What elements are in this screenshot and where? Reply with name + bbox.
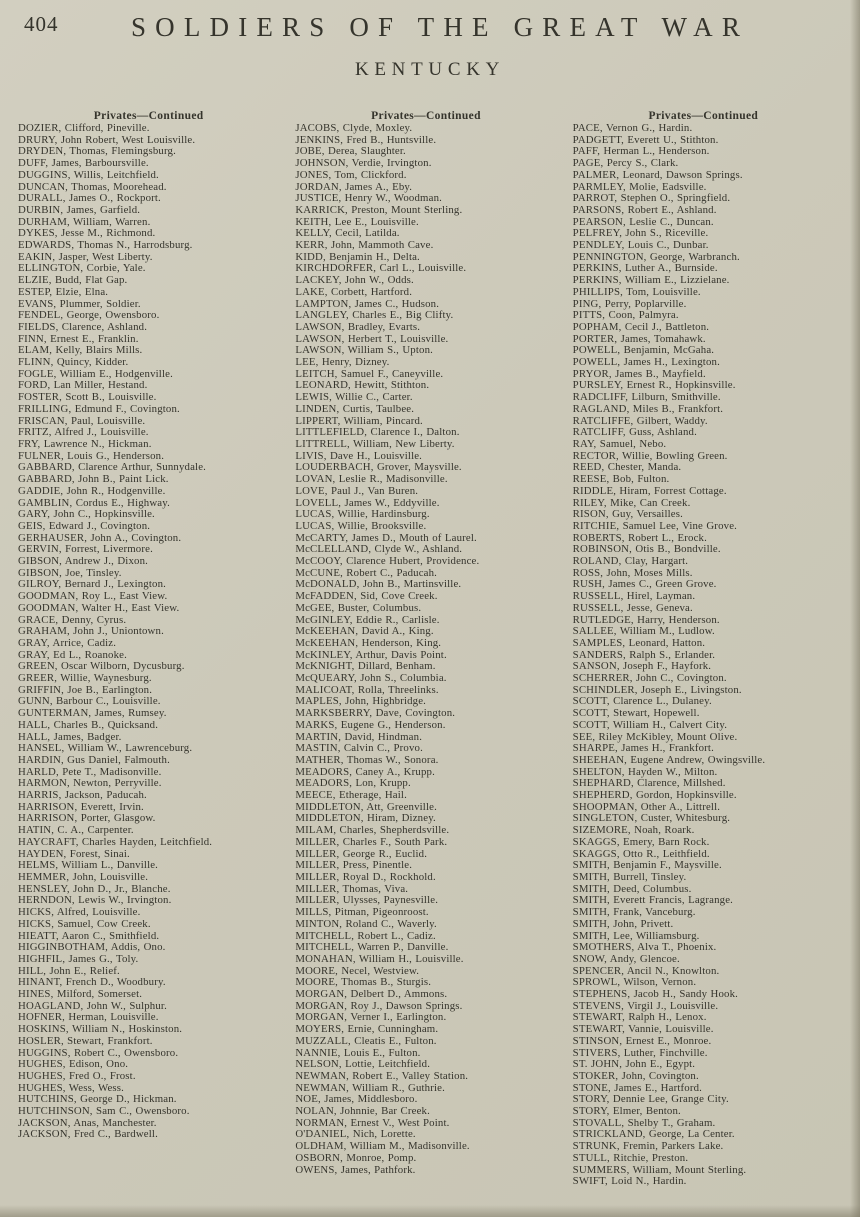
- roster-entry: GRAY, Arrice, Cadiz.: [18, 636, 117, 649]
- roster-entry: PHILLIPS, Tom, Louisville.: [572, 285, 701, 298]
- roster-entry: LAKE, Corbett, Hartford.: [295, 285, 413, 298]
- roster-entry: MORGAN, Delbert D., Ammons.: [295, 988, 448, 1001]
- roster-entry: GERHAUSER, John A., Covington.: [18, 531, 182, 544]
- roster-entry: ELLINGTON, Corbie, Yale.: [18, 262, 146, 275]
- roster-entry: RATCLIFFE, Gilbert, Waddy.: [572, 414, 708, 427]
- roster-entry: HALL, Charles B., Quicksand.: [18, 718, 159, 731]
- roster-entry: LEITCH, Samuel F., Caneyville.: [295, 367, 444, 380]
- roster-entry: MILLER, Thomas, Viva.: [295, 882, 409, 895]
- roster-entry: HUGHES, Edison, Ono.: [18, 1058, 129, 1071]
- roster-entry: McCOOY, Clarence Hubert, Providence.: [295, 555, 480, 568]
- roster-entry: HUTCHINS, George D., Hickman.: [18, 1093, 177, 1106]
- roster-entry: STEWART, Vannie, Louisville.: [572, 1023, 714, 1036]
- roster-entry: STRUNK, Fremin, Parkers Lake.: [572, 1140, 724, 1153]
- roster-entry: DURHAM, William, Warren.: [18, 215, 151, 228]
- roster-entry: GREEN, Oscar Wilborn, Dycusburg.: [18, 660, 185, 673]
- roster-entry: GEIS, Edward J., Covington.: [18, 519, 151, 532]
- roster-entry: STEVENS, Virgil J., Louisville.: [572, 999, 719, 1012]
- roster-entry: STINSON, Ernest E., Monroe.: [572, 1034, 712, 1047]
- roster-entry: NEWMAN, William R., Guthrie.: [295, 1081, 445, 1094]
- roster-entry: FULNER, Louis G., Henderson.: [18, 449, 165, 462]
- roster-entry: KIDD, Benjamin H., Delta.: [295, 250, 420, 263]
- roster-entry: EAKIN, Jasper, West Liberty.: [18, 250, 153, 263]
- roster-entry: FRILLING, Edmund F., Covington.: [18, 402, 180, 415]
- roster-entry: JOHNSON, Verdie, Irvington.: [295, 157, 432, 170]
- roster-entry: ROSS, John, Moses Mills.: [572, 566, 693, 579]
- roster-entry: FOGLE, William E., Hodgenville.: [18, 367, 173, 380]
- roster-entry: ROLAND, Clay, Hargart.: [572, 555, 689, 568]
- roster-entry: NEWMAN, Robert E., Valley Station.: [295, 1069, 469, 1082]
- roster-entry: FOSTER, Scott B., Louisville.: [18, 391, 157, 404]
- book-title: SOLDIERS OF THE GREAT WAR: [130, 12, 750, 42]
- roster-entry: SCHINDLER, Joseph E., Livingston.: [572, 683, 742, 696]
- roster-entry: STONE, James E., Hartford.: [572, 1081, 703, 1094]
- roster-entry: RATCLIFF, Guss, Ashland.: [572, 426, 697, 439]
- roster-entry: SPROWL, Wilson, Vernon.: [572, 976, 697, 989]
- roster-entry: RUSSELL, Jesse, Geneva.: [572, 601, 693, 614]
- roster-entry: RUSH, James C., Green Grove.: [572, 578, 717, 591]
- roster-entry: PITTS, Coon, Palmyra.: [572, 309, 679, 322]
- roster-entry: McDONALD, John B., Martinsville.: [295, 578, 462, 591]
- roster-entry: RUSSELL, Hirel, Layman.: [572, 590, 696, 603]
- roster-entry: KIRCHDORFER, Carl L., Louisville.: [295, 262, 467, 275]
- roster-entry: HALL, James, Badger.: [18, 730, 122, 743]
- roster-entry: SMITH, Lee, Williamsburg.: [572, 929, 700, 942]
- entry-list: [18, 123, 279, 1141]
- column-heading: Privates—Continued: [648, 110, 759, 122]
- roster-entry: MOYERS, Ernie, Cunningham.: [295, 1023, 439, 1036]
- roster-entry: HIEATT, Aaron C., Smithfield.: [18, 929, 160, 942]
- roster-entry: PENNINGTON, George, Warbranch.: [572, 250, 740, 263]
- roster-entry: MONAHAN, William H., Louisville.: [295, 952, 464, 965]
- roster-entry: HUGGINS, Robert C., Owensboro.: [18, 1046, 179, 1059]
- roster-column-1: [18, 110, 279, 1188]
- roster-entry: SMITH, Burrell, Tinsley.: [572, 871, 687, 883]
- roster-entry: McKEEHAN, David A., King.: [295, 625, 434, 638]
- roster-entry: SMITH, Deed, Columbus.: [572, 882, 692, 895]
- roster-column-3: [573, 110, 834, 1188]
- roster-entry: SCOTT, William H., Calvert City.: [572, 718, 728, 731]
- roster-entry: FRITZ, Alfred J., Louisville.: [18, 426, 149, 439]
- roster-entry: LAWSON, William S., Upton.: [295, 344, 434, 357]
- roster-entry: GOODMAN, Roy L., East View.: [18, 590, 168, 603]
- roster-entry: MORGAN, Verner I., Earlington.: [295, 1011, 447, 1024]
- roster-entry: LIVIS, Dave H., Louisville.: [295, 449, 423, 462]
- roster-entry: GOODMAN, Walter H., East View.: [18, 601, 180, 614]
- roster-entry: McCUNE, Robert C., Paducah.: [295, 566, 438, 579]
- roster-entry: DUNCAN, Thomas, Moorehead.: [18, 180, 167, 193]
- roster-entry: O'DANIEL, Nich, Lorette.: [295, 1128, 416, 1141]
- roster-entry: LEONARD, Hewitt, Stithton.: [295, 379, 430, 392]
- roster-entry: HIGGINBOTHAM, Addis, Ono.: [18, 941, 166, 954]
- roster-entry: MEADORS, Caney A., Krupp.: [295, 765, 435, 778]
- roster-entry: MILAM, Charles, Shepherdsville.: [295, 824, 450, 837]
- roster-entry: MITCHELL, Robert L., Cadiz.: [295, 929, 436, 942]
- roster-entry: SKAGGS, Emery, Barn Rock.: [572, 835, 710, 848]
- roster-entry: PAFF, Herman L., Henderson.: [572, 145, 710, 158]
- roster-entry: PENDLEY, Louis C., Dunbar.: [572, 239, 709, 252]
- roster-entry: LOUDERBACH, Grover, Maysville.: [295, 461, 462, 474]
- roster-entry: HAYDEN, Forest, Sinai.: [18, 847, 130, 860]
- roster-entry: RUTLEDGE, Harry, Henderson.: [572, 613, 720, 626]
- roster-entry: STIVERS, Luther, Finchville.: [572, 1046, 708, 1059]
- roster-entry: PURSLEY, Ernest R., Hopkinsville.: [572, 379, 736, 392]
- column-heading: Privates—Continued: [93, 110, 204, 122]
- roster-entry: JACOBS, Clyde, Moxley.: [295, 122, 413, 134]
- roster-entry: MATHER, Thomas W., Sonora.: [295, 753, 439, 766]
- roster-entry: RILEY, Mike, Can Creek.: [572, 496, 691, 509]
- roster-entry: PARMLEY, Molie, Eadsville.: [572, 180, 707, 193]
- roster-entry: MILLS, Pitman, Pigeonroost.: [295, 906, 429, 919]
- roster-entry: HARRISON, Everett, Irvin.: [18, 800, 144, 813]
- roster-entry: HELMS, William L., Danville.: [18, 859, 159, 872]
- roster-entry: LEE, Henry, Dizney.: [295, 356, 390, 369]
- roster-columns: [0, 104, 860, 1188]
- roster-entry: POWELL, James H., Lexington.: [572, 356, 720, 369]
- roster-entry: MILLER, Royal D., Rockhold.: [295, 871, 436, 883]
- roster-entry: KEITH, Lee E., Louisville.: [295, 215, 419, 228]
- roster-entry: RISON, Guy, Versailles.: [572, 508, 683, 521]
- roster-entry: JACKSON, Anas, Manchester.: [18, 1116, 157, 1129]
- roster-entry: SALLEE, William M., Ludlow.: [572, 625, 715, 638]
- roster-entry: MEECE, Etherage, Hail.: [295, 789, 407, 802]
- roster-entry: STEPHENS, Jacob H., Sandy Hook.: [572, 988, 739, 1001]
- roster-entry: DOZIER, Clifford, Pineville.: [18, 122, 150, 134]
- roster-entry: HICKS, Alfred, Louisville.: [18, 906, 141, 919]
- roster-entry: STORY, Dennie Lee, Grange City.: [572, 1093, 729, 1106]
- roster-entry: MILLER, Charles F., South Park.: [295, 835, 448, 848]
- roster-entry: HOFNER, Herman, Louisville.: [18, 1011, 159, 1024]
- roster-entry: SNOW, Andy, Glencoe.: [572, 952, 680, 965]
- roster-entry: GRAY, Ed L., Roanoke.: [18, 648, 127, 661]
- roster-entry: NELSON, Lottie, Leitchfield.: [295, 1058, 431, 1071]
- roster-entry: POPHAM, Cecil J., Battleton.: [572, 320, 710, 333]
- roster-entry: GRACE, Denny, Cyrus.: [18, 613, 127, 626]
- roster-entry: McGEE, Buster, Columbus.: [295, 601, 422, 614]
- roster-entry: SWIFT, Loid N., Hardin.: [572, 1175, 687, 1188]
- roster-entry: PARSONS, Robert E., Ashland.: [572, 203, 717, 216]
- roster-entry: GERVIN, Forrest, Livermore.: [18, 543, 153, 556]
- roster-entry: OLDHAM, William M., Madisonville.: [295, 1140, 470, 1153]
- roster-entry: LIPPERT, William, Pincard.: [295, 414, 423, 427]
- roster-entry: HARDIN, Gus Daniel, Falmouth.: [18, 753, 170, 766]
- roster-entry: JUSTICE, Henry W., Woodman.: [295, 192, 442, 205]
- roster-entry: GAMBLIN, Cordus E., Highway.: [18, 496, 170, 509]
- roster-entry: LOVAN, Leslie R., Madisonville.: [295, 473, 448, 486]
- roster-entry: FRISCAN, Paul, Louisville.: [18, 414, 146, 427]
- roster-entry: GADDIE, John R., Hodgenville.: [18, 484, 166, 497]
- roster-entry: DRYDEN, Thomas, Flemingsburg.: [18, 145, 176, 158]
- roster-entry: KELLY, Cecil, Latilda.: [295, 227, 400, 240]
- roster-entry: HEMMER, John, Louisville.: [18, 871, 149, 883]
- page-edge-bottom: [0, 1205, 860, 1217]
- roster-entry: PARROT, Stephen O., Springfield.: [572, 192, 731, 205]
- roster-entry: McFADDEN, Sid, Cove Creek.: [295, 590, 438, 603]
- roster-entry: MIDDLETON, Hiram, Dizney.: [295, 812, 436, 825]
- roster-entry: HARMON, Newton, Perryville.: [18, 777, 162, 790]
- roster-entry: ESTEP, Elzie, Elna.: [18, 285, 109, 298]
- roster-entry: MEADORS, Lon, Krupp.: [295, 777, 411, 790]
- roster-entry: LACKEY, John W., Odds.: [295, 274, 414, 287]
- roster-entry: REESE, Bob, Fulton.: [572, 473, 670, 486]
- roster-entry: SPENCER, Ancil N., Knowlton.: [572, 964, 720, 977]
- roster-entry: DUFF, James, Barboursville.: [18, 157, 149, 170]
- roster-entry: HINES, Milford, Somerset.: [18, 988, 143, 1001]
- roster-entry: PADGETT, Everett U., Stithton.: [572, 133, 719, 146]
- roster-entry: PING, Perry, Poplarville.: [572, 297, 687, 310]
- roster-entry: GUNTERMAN, James, Rumsey.: [18, 707, 167, 720]
- roster-entry: HATIN, C. A., Carpenter.: [18, 824, 134, 837]
- roster-entry: OWENS, James, Pathfork.: [295, 1163, 416, 1176]
- roster-entry: MITCHELL, Warren P., Danville.: [295, 941, 449, 954]
- roster-entry: STULL, Ritchie, Preston.: [572, 1151, 689, 1164]
- roster-entry: JENKINS, Fred B., Huntsville.: [295, 133, 437, 146]
- entry-list: [573, 123, 834, 1188]
- roster-entry: MILLER, Press, Pinentle.: [295, 859, 413, 872]
- roster-entry: HENSLEY, John D., Jr., Blanche.: [18, 882, 171, 895]
- roster-entry: SHOOPMAN, Other A., Littrell.: [572, 800, 721, 813]
- roster-entry: SCOTT, Stewart, Hopewell.: [572, 707, 700, 720]
- roster-entry: ST. JOHN, John E., Egypt.: [572, 1058, 696, 1071]
- roster-entry: GABBARD, John B., Paint Lick.: [18, 473, 169, 486]
- roster-entry: SHELTON, Hayden W., Milton.: [572, 765, 718, 778]
- roster-entry: DURBIN, James, Garfield.: [18, 203, 141, 216]
- roster-entry: HICKS, Samuel, Cow Creek.: [18, 917, 151, 930]
- roster-entry: NORMAN, Ernest V., West Point.: [295, 1116, 450, 1129]
- roster-entry: ELAM, Kelly, Blairs Mills.: [18, 344, 143, 357]
- roster-entry: SMOTHERS, Alva T., Phoenix.: [572, 941, 717, 954]
- roster-entry: PERKINS, Luther A., Burnside.: [572, 262, 718, 275]
- roster-entry: GUNN, Barbour C., Louisville.: [18, 695, 161, 708]
- roster-entry: PRYOR, James B., Mayfield.: [572, 367, 706, 380]
- roster-entry: HARRIS, Jackson, Paducah.: [18, 789, 147, 802]
- roster-entry: STRICKLAND, George, La Center.: [572, 1128, 735, 1141]
- roster-entry: SMITH, Benjamin F., Maysville.: [572, 859, 722, 872]
- column-heading: Privates—Continued: [371, 110, 481, 122]
- roster-entry: HUTCHINSON, Sam C., Owensboro.: [18, 1105, 190, 1118]
- roster-entry: GRIFFIN, Joe B., Earlington.: [18, 683, 153, 696]
- roster-entry: MUZZALL, Cleatis E., Fulton.: [295, 1034, 437, 1047]
- roster-entry: DRURY, John Robert, West Louisville.: [18, 133, 196, 146]
- roster-entry: LITTLEFIELD, Clarence I., Dalton.: [295, 426, 460, 439]
- roster-entry: HINANT, French D., Woodbury.: [18, 976, 166, 989]
- roster-entry: McKNIGHT, Dillard, Benham.: [295, 660, 436, 673]
- roster-entry: SMITH, Frank, Vanceburg.: [572, 906, 696, 919]
- roster-entry: HOAGLAND, John W., Sulphur.: [18, 999, 167, 1012]
- roster-entry: NOLAN, Johnnie, Bar Creek.: [295, 1105, 430, 1118]
- roster-entry: PALMER, Leonard, Dawson Springs.: [572, 168, 743, 181]
- roster-entry: PAGE, Percy S., Clark.: [572, 157, 679, 170]
- roster-entry: LUCAS, Willie, Hardinsburg.: [295, 508, 430, 521]
- state-title: KENTUCKY: [354, 59, 506, 80]
- roster-entry: SEE, Riley McKibley, Mount Olive.: [572, 730, 738, 743]
- roster-entry: SHEPHARD, Clarence, Millshed.: [572, 777, 726, 790]
- roster-entry: KERR, John, Mammoth Cave.: [295, 239, 434, 252]
- roster-entry: HIGHFIL, James G., Toly.: [18, 952, 139, 965]
- roster-entry: JONES, Tom, Clickford.: [295, 168, 407, 181]
- roster-entry: RAY, Samuel, Nebo.: [572, 437, 667, 450]
- roster-entry: HARRISON, Porter, Glasgow.: [18, 812, 156, 825]
- roster-entry: HOSLER, Stewart, Frankfort.: [18, 1034, 153, 1047]
- roster-entry: LINDEN, Curtis, Taulbee.: [295, 402, 415, 415]
- roster-entry: ROBINSON, Otis B., Bondville.: [572, 543, 721, 556]
- roster-entry: HUGHES, Fred O., Frost.: [18, 1069, 136, 1082]
- roster-entry: PEARSON, Leslie C., Duncan.: [572, 215, 714, 228]
- roster-entry: LANGLEY, Charles E., Big Clifty.: [295, 309, 454, 322]
- roster-entry: McCARTY, James D., Mouth of Laurel.: [295, 531, 477, 544]
- roster-entry: HARLD, Pete T., Madisonville.: [18, 765, 162, 778]
- roster-entry: GIBSON, Andrew J., Dixon.: [18, 555, 149, 568]
- roster-column-2: [295, 110, 556, 1188]
- roster-entry: PERKINS, William E., Lizzielane.: [572, 274, 730, 287]
- roster-entry: MARKSBERRY, Dave, Covington.: [295, 707, 456, 720]
- roster-entry: RIDDLE, Hiram, Forrest Cottage.: [572, 484, 727, 497]
- roster-entry: GIBSON, Joe, Tinsley.: [18, 566, 122, 579]
- roster-entry: RAGLAND, Miles B., Frankfort.: [572, 402, 724, 415]
- roster-entry: DYKES, Jesse M., Richmond.: [18, 227, 156, 240]
- roster-entry: JACKSON, Fred C., Bardwell.: [18, 1128, 158, 1141]
- roster-entry: SUMMERS, William, Mount Sterling.: [572, 1163, 747, 1176]
- roster-entry: DUGGINS, Willis, Leitchfield.: [18, 168, 159, 181]
- roster-entry: POWELL, Benjamin, McGaha.: [572, 344, 715, 357]
- roster-entry: NOE, James, Middlesboro.: [295, 1093, 418, 1106]
- roster-entry: ROBERTS, Robert L., Erock.: [572, 531, 707, 544]
- roster-entry: McCLELLAND, Clyde W., Ashland.: [295, 543, 463, 556]
- roster-entry: LITTRELL, William, New Liberty.: [295, 437, 455, 450]
- roster-entry: SHEPHERD, Gordon, Hopkinsville.: [572, 789, 737, 802]
- roster-entry: STOKER, John, Covington.: [572, 1069, 699, 1082]
- roster-entry: McGINLEY, Eddie R., Carlisle.: [295, 613, 440, 626]
- roster-entry: REED, Chester, Manda.: [572, 461, 682, 474]
- roster-entry: SIZEMORE, Noah, Roark.: [572, 824, 695, 837]
- entry-list: [295, 123, 556, 1176]
- roster-entry: PACE, Vernon G., Hardin.: [572, 122, 693, 134]
- roster-entry: NANNIE, Louis E., Fulton.: [295, 1046, 421, 1059]
- roster-entry: MARKS, Eugene G., Henderson.: [295, 718, 446, 731]
- roster-entry: LAWSON, Herbert T., Louisville.: [295, 332, 449, 345]
- roster-entry: SAMPLES, Leonard, Hatton.: [572, 636, 706, 649]
- roster-entry: MILLER, George R., Euclid.: [295, 847, 428, 860]
- roster-entry: MIDDLETON, Att, Greenville.: [295, 800, 437, 813]
- roster-entry: SCOTT, Clarence L., Dulaney.: [572, 695, 712, 708]
- roster-entry: SHARPE, James H., Frankfort.: [572, 742, 714, 755]
- roster-entry: PORTER, James, Tomahawk.: [572, 332, 706, 345]
- roster-entry: RITCHIE, Samuel Lee, Vine Grove.: [572, 519, 738, 532]
- roster-entry: SINGLETON, Custer, Whitesburg.: [572, 812, 731, 825]
- roster-entry: SANDERS, Ralph S., Erlander.: [572, 648, 716, 661]
- roster-entry: MALICOAT, Rolla, Threelinks.: [295, 683, 439, 696]
- roster-entry: MASTIN, Calvin C., Provo.: [295, 742, 423, 755]
- roster-entry: LOVE, Paul J., Van Buren.: [295, 484, 419, 497]
- roster-entry: SKAGGS, Otto R., Leithfield.: [572, 847, 710, 860]
- roster-entry: DURALL, James O., Rockport.: [18, 192, 161, 205]
- roster-entry: GILROY, Bernard J., Lexington.: [18, 578, 166, 591]
- page-edge-right: [850, 0, 860, 1217]
- roster-entry: STORY, Elmer, Benton.: [572, 1105, 681, 1118]
- roster-entry: JOBE, Derea, Slaughter.: [295, 145, 406, 158]
- roster-entry: McKEEHAN, Henderson, King.: [295, 636, 442, 649]
- roster-entry: SANSON, Joseph F., Hayfork.: [572, 660, 712, 673]
- roster-entry: SHEEHAN, Eugene Andrew, Owingsville.: [572, 753, 766, 766]
- roster-entry: FLINN, Quincy, Kidder.: [18, 356, 129, 369]
- roster-entry: McKINLEY, Arthur, Davis Point.: [295, 648, 447, 661]
- roster-entry: McQUEARY, John S., Columbia.: [295, 672, 447, 685]
- roster-entry: GRAHAM, John J., Uniontown.: [18, 625, 164, 638]
- roster-entry: KARRICK, Preston, Mount Sterling.: [295, 203, 463, 216]
- roster-entry: MARTIN, David, Hindman.: [295, 730, 423, 743]
- roster-entry: FIELDS, Clarence, Ashland.: [18, 320, 148, 333]
- roster-entry: MORGAN, Roy J., Dawson Springs.: [295, 999, 463, 1012]
- roster-entry: HAYCRAFT, Charles Hayden, Leitchfield.: [18, 835, 213, 848]
- roster-entry: HILL, John E., Relief.: [18, 964, 120, 977]
- roster-entry: JORDAN, James A., Eby.: [295, 180, 413, 193]
- page-number: 404: [24, 12, 59, 36]
- roster-entry: SCHERRER, John C., Covington.: [572, 672, 727, 685]
- roster-entry: SMITH, Everett Francis, Lagrange.: [572, 894, 734, 907]
- roster-entry: GARY, John C., Hopkinsville.: [18, 508, 155, 521]
- roster-entry: FRY, Lawrence N., Hickman.: [18, 437, 152, 450]
- roster-entry: RADCLIFF, Lilburn, Smithville.: [572, 391, 721, 404]
- roster-entry: MAPLES, John, Highbridge.: [295, 695, 427, 708]
- roster-entry: HOSKINS, William N., Hoskinston.: [18, 1023, 183, 1036]
- roster-entry: LEWIS, Willie C., Carter.: [295, 391, 413, 404]
- roster-entry: HUGHES, Wess, Wess.: [18, 1081, 125, 1094]
- roster-entry: FORD, Lan Miller, Hestand.: [18, 379, 148, 392]
- roster-entry: LAWSON, Bradley, Evarts.: [295, 320, 421, 333]
- roster-entry: GABBARD, Clarence Arthur, Sunnydale.: [18, 461, 207, 474]
- roster-entry: STEWART, Ralph H., Lenox.: [572, 1011, 707, 1024]
- roster-entry: OSBORN, Monroe, Pomp.: [295, 1151, 417, 1164]
- roster-entry: MILLER, Ulysses, Paynesville.: [295, 894, 439, 907]
- roster-entry: SMITH, John, Privett.: [572, 917, 674, 930]
- roster-entry: HERNDON, Lewis W., Irvington.: [18, 894, 172, 907]
- page-header: [0, 0, 860, 104]
- roster-entry: MINTON, Roland C., Waverly.: [295, 917, 437, 930]
- roster-entry: EDWARDS, Thomas N., Harrodsburg.: [18, 239, 193, 252]
- roster-entry: EVANS, Plummer, Soldier.: [18, 297, 141, 310]
- roster-entry: LUCAS, Willie, Brooksville.: [295, 519, 427, 532]
- roster-entry: MOORE, Necel, Westview.: [295, 964, 420, 977]
- roster-entry: HANSEL, William W., Lawrenceburg.: [18, 742, 193, 755]
- roster-entry: MOORE, Thomas B., Sturgis.: [295, 976, 432, 989]
- roster-entry: ELZIE, Budd, Flat Gap.: [18, 274, 128, 287]
- roster-entry: FENDEL, George, Owensboro.: [18, 309, 160, 322]
- roster-entry: LAMPTON, James C., Hudson.: [295, 297, 440, 310]
- roster-entry: LOVELL, James W., Eddyville.: [295, 496, 440, 509]
- roster-entry: PELFREY, John S., Riceville.: [572, 227, 709, 240]
- roster-entry: STOVALL, Shelby T., Graham.: [572, 1116, 716, 1129]
- roster-entry: RECTOR, Willie, Bowling Green.: [572, 449, 728, 462]
- roster-entry: GREER, Willie, Waynesburg.: [18, 672, 152, 685]
- roster-entry: FINN, Ernest E., Franklin.: [18, 332, 139, 345]
